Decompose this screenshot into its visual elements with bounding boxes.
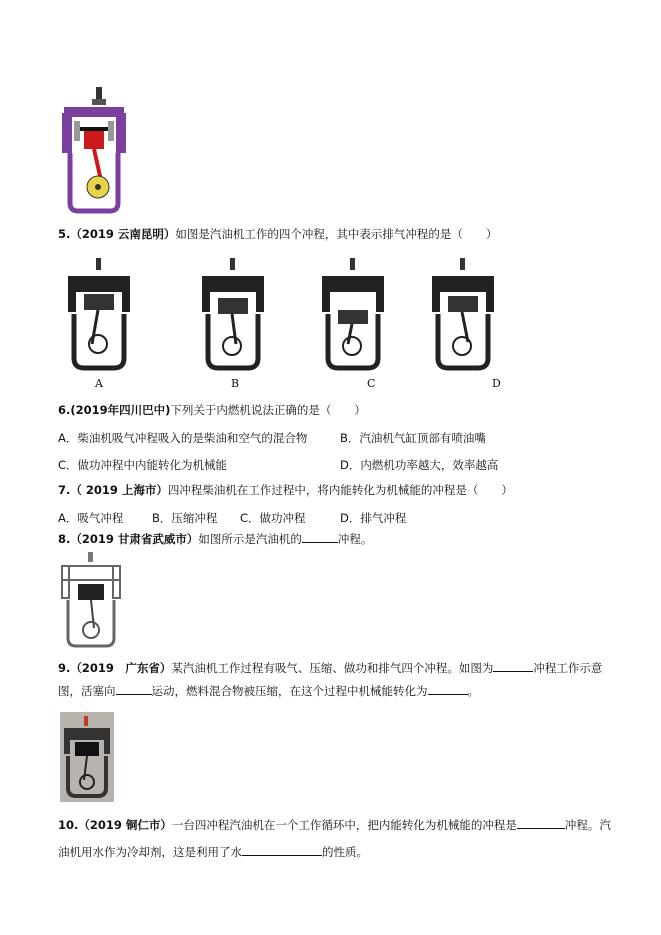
question-6 [58,402,366,418]
engine-diagram-d [428,258,498,373]
question-5-text: 如图是汽油机工作的四个冲程，其中表示排气冲程的是（ ） [175,227,498,241]
question-8-text-a: 如图所示是汽油机的 [198,532,302,546]
question-9-text-b: 冲程工作示意 [533,661,603,675]
question-8-source: 8.（2019 甘肃省武威市） [58,532,199,546]
question-10-text-c: 油机用水作为冷却剂，这是利用了水 [58,845,242,859]
q7-option-b: B．压缩冲程 [152,511,218,525]
question-9-blank-3 [428,682,468,695]
question-10-line-2 [58,843,368,860]
q7-option-d: D．排气冲程 [340,511,407,525]
question-10-line-1 [58,816,611,833]
question-9-blank-2 [116,682,152,695]
question-9-text-e: 。 [467,684,479,698]
q6-option-c: C．做功冲程中内能转化为机械能 [58,458,228,472]
question-5-source: 5.（2019 云南昆明） [58,227,176,241]
caption-a: A [95,377,103,390]
question-8 [58,530,372,547]
question-9-text-d: 运动，燃料混合物被压缩，在这个过程中机械能转化为 [151,684,428,698]
engine-figure-color [58,85,130,215]
question-10-blank-1 [517,816,565,829]
engine-diagram-c [318,258,388,373]
q6-option-d: D．内燃机功率越大，效率越高 [340,458,499,472]
question-10-text-a: 一台四冲程汽油机在一个工作循环中，把内能转化为机械能的冲程是 [171,818,517,832]
q6-option-b: B．汽油机气缸顶部有喷油嘴 [340,431,486,445]
caption-d: D [492,377,501,390]
question-9-source: 9.（2019 广东省） [58,661,172,675]
question-10-text-b: 冲程。汽 [564,818,611,832]
engine-diagram-a [64,258,134,373]
caption-b: B [231,377,240,390]
question-5 [58,226,497,242]
caption-c: C [367,377,376,390]
q7-option-a: A．吸气冲程 [58,511,124,525]
question-6-text: 下列关于内燃机说法正确的是（ ） [170,403,366,417]
engine-diagram-b [198,258,268,373]
engine-figure-q8 [58,552,124,652]
question-10-blank-2 [242,843,322,856]
question-9-line-2 [58,682,479,699]
question-10-text-d: 的性质。 [322,845,368,859]
question-6-source: 6.(2019年四川巴中) [58,403,171,417]
question-8-blank [302,530,338,543]
question-9-text-a: 某汽油机工作过程有吸气、压缩、做功和排气四个冲程。如图为 [171,661,494,675]
question-7 [58,482,513,498]
question-8-text-b: 冲程。 [337,532,373,546]
question-9-text-c: 图，活塞向 [58,684,116,698]
q7-option-c: C．做功冲程 [240,511,306,525]
question-10-source: 10.（2019 铜仁市） [58,818,172,832]
question-9-line-1 [58,659,602,676]
question-7-text: 四冲程柴油机在工作过程中，将内能转化为机械能的冲程是（ ） [167,483,513,497]
question-7-source: 7.（ 2019 上海市） [58,483,168,497]
question-9-blank-1 [493,659,533,672]
q6-option-a: A．柴油机吸气冲程吸入的是柴油和空气的混合物 [58,431,308,445]
engine-photo-q9 [60,712,114,802]
